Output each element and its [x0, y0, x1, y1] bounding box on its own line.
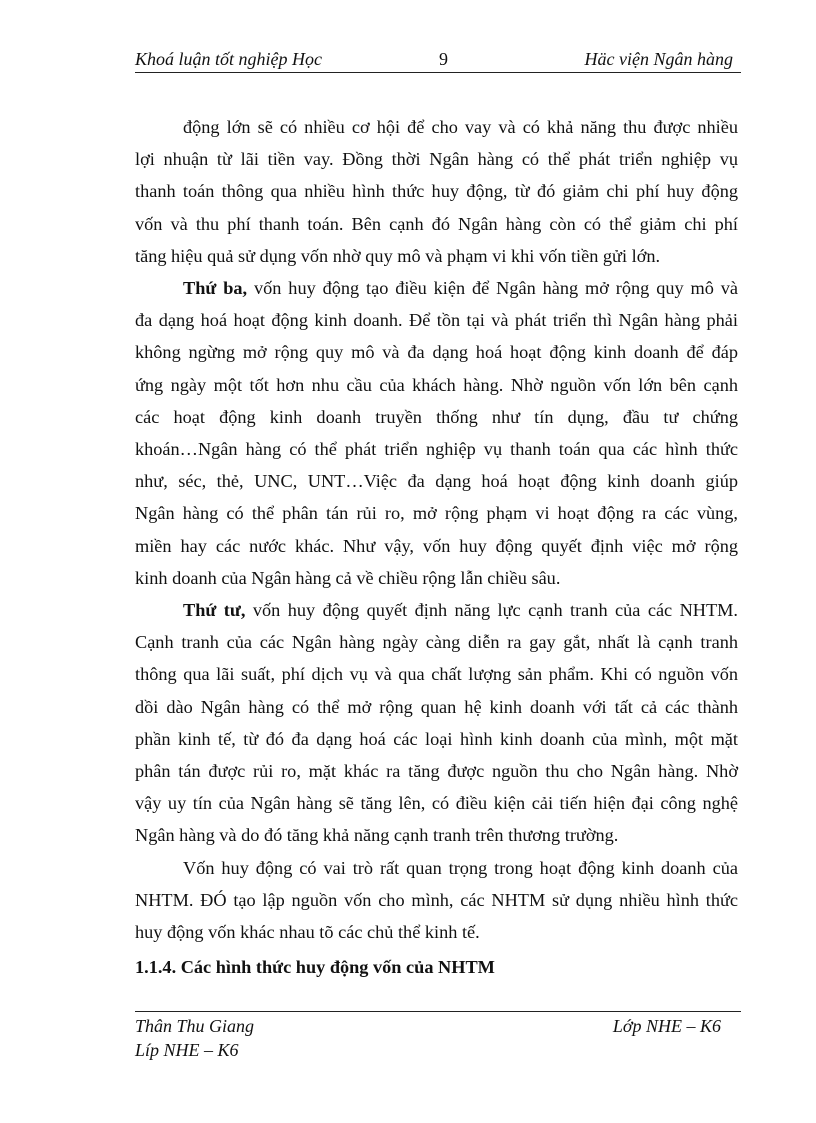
text-line: Ngân hàng có thể phân tán rủi ro, mở rộng phạm vi hoạt động ra các vùng,: [135, 503, 738, 524]
text-line: huy động vốn khác nhau tõ các chủ thể kinh tế.: [135, 922, 480, 943]
text-line: khoán…Ngân hàng có thể phát triển nghiệp vụ thanh toán qua các hình thức: [135, 439, 738, 460]
text-line: tăng hiệu quả sử dụng vốn nhờ quy mô và phạm vi khi vốn tiền gửi lớn.: [135, 245, 661, 266]
bold-lead: Thứ ba,: [183, 278, 248, 299]
text-line: các hoạt động kinh doanh truyền thống như tín dụng, đầu tư chứng: [135, 406, 738, 427]
footer-author: Thân Thu Giang: [135, 1016, 255, 1036]
text-line: động lớn sẽ có nhiều cơ hội để cho vay và có khả năng thu được nhiều: [183, 117, 738, 137]
text-line: dồi dào Ngân hàng có thể mở rộng quan hệ kinh doanh với tất cả các thành: [135, 696, 738, 717]
text-line: như, séc, thẻ, UNC, UNT…Việc đa dạng hoá hoạt động kinh doanh giúp: [135, 471, 738, 492]
text-line: phần kinh tế, từ đó đa dạng hoá các loại hình kinh doanh của mình, một mặt: [135, 728, 738, 749]
text-line: Vốn huy động có vai trò rất quan trọng trong hoạt động kinh doanh của: [183, 857, 738, 878]
text-line: Ngân hàng và do đó tăng khả năng cạnh tranh trên thương trường.: [135, 825, 619, 846]
footer-class: Lớp NHE – K6: [612, 1016, 721, 1036]
text-line: NHTM. ĐÓ tạo lập nguồn vốn cho mình, các NHTM sử dụng nhiều hình thức: [135, 889, 738, 910]
text-line-lead: [135, 272, 738, 304]
text-line: kinh doanh của Ngân hàng cả về chiều rộng lẫn chiều sâu.: [135, 567, 561, 588]
text-line: lợi nhuận từ lãi tiền vay. Đồng thời Ngân hàng có thể phát triển nghiệp vụ: [135, 149, 738, 170]
text-line-rest: vốn huy động tạo điều kiện để Ngân hàng mở rộng quy mô và: [247, 278, 739, 299]
text-line: thanh toán thông qua nhiều hình thức huy động, từ đó giảm chi phí huy động: [135, 181, 738, 202]
paragraph-4: [135, 852, 738, 949]
text-line: miền hay các nước khác. Như vậy, vốn huy động quyết định việc mở rộng: [135, 535, 738, 556]
paragraph-3: [135, 594, 738, 852]
text-line: đa dạng hoá hoạt động kinh doanh. Để tồn tại và phát triển thì Ngân hàng phải: [135, 310, 738, 331]
text-line: không ngừng mở rộng quy mô và đa dạng hoá hoạt động kinh doanh để đáp: [135, 342, 738, 363]
text-line: vốn và thu phí thanh toán. Bên cạnh đó Ngân hàng còn có thể giảm chi phí: [135, 213, 738, 234]
text-line: Cạnh tranh của các Ngân hàng ngày càng diễn ra gay gắt, nhất là cạnh tranh: [135, 632, 738, 653]
header-title: Khoá luận tốt nghiệp Học: [135, 49, 322, 69]
text-line: vậy uy tín của Ngân hàng sẽ tăng lên, có điều kiện cải tiến hiện đại công nghệ: [135, 793, 738, 814]
paragraph-2: [135, 272, 738, 594]
text-line: thông qua lãi suất, phí dịch vụ và qua chất lượng sản phẩm. Khi có nguồn vốn: [135, 664, 738, 685]
section-heading: 1.1.4. Các hình thức huy động vốn của NHTM: [135, 957, 495, 978]
text-line-rest: vốn huy động quyết định năng lực cạnh tranh của các NHTM.: [245, 600, 739, 621]
paragraph-1: [135, 111, 738, 272]
header-institution: Häc viện Ngân hàng: [584, 49, 733, 69]
page-number: 9: [439, 49, 448, 69]
text-line: phân tán được rủi ro, mặt khác ra tăng được nguồn thu cho Ngân hàng. Nhờ: [135, 761, 738, 782]
text-line: ứng ngày một tốt hơn nhu cầu của khách hàng. Nhờ nguồn vốn lớn bên cạnh: [135, 374, 738, 395]
page-footer: [135, 1011, 741, 1060]
text-line-lead: [135, 594, 738, 626]
document-body: [135, 111, 738, 983]
bold-lead: Thứ tư,: [183, 600, 246, 621]
page-header: [135, 48, 741, 73]
footer-class-secondary: Líp NHE – K6: [135, 1040, 239, 1060]
